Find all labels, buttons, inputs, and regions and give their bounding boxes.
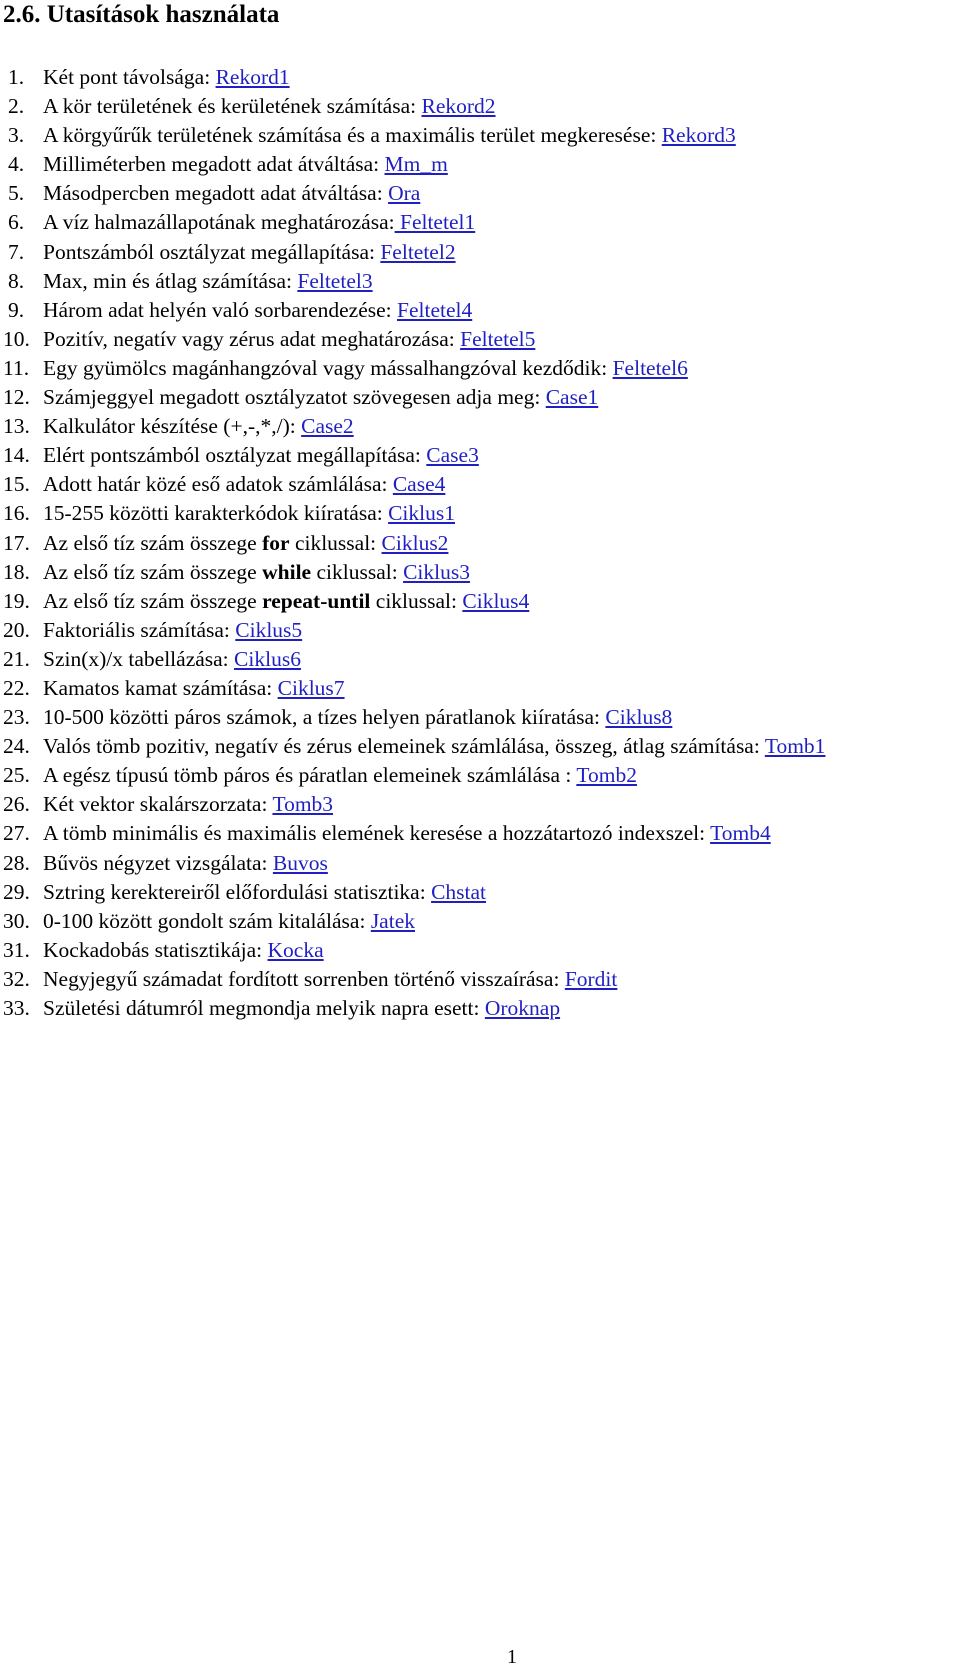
item-text — [43, 849, 328, 878]
item-text — [43, 878, 486, 907]
item-description: Az első tíz szám összege — [43, 530, 263, 555]
item-number: 19. — [3, 588, 30, 613]
item-description: Három adat helyén való sorbarendezése: — [43, 297, 397, 322]
item-description: Egy gyümölcs magánhangzóval vagy mássalhangzóval kezdődik: — [43, 355, 613, 380]
program-link[interactable]: Feltetel1 — [394, 210, 476, 235]
item-description: 0-100 között gondolt szám kitalálása: — [43, 908, 371, 933]
item-text — [43, 529, 448, 558]
program-link[interactable]: Feltetel5 — [460, 326, 536, 351]
item-text — [43, 179, 420, 208]
item-description: A tömb minimális és maximális elemének keresése a hozzátartozó indexszel: — [43, 821, 711, 846]
item-description: Pontszámból osztályzat megállapítása: — [43, 239, 381, 264]
item-number: 31. — [3, 937, 30, 962]
item-number: 5. — [8, 181, 25, 206]
program-link[interactable]: Feltetel2 — [380, 239, 456, 264]
item-description: A körgyűrűk területének számítása és a maximális terület megkeresése: — [43, 123, 662, 148]
item-number: 28. — [3, 850, 30, 875]
item-number: 30. — [3, 908, 30, 933]
item-text — [43, 63, 290, 92]
item-text — [43, 150, 448, 179]
item-number: 6. — [8, 210, 25, 235]
section-heading: 2.6. Utasítások használata — [3, 1, 280, 28]
item-number: 32. — [3, 966, 30, 991]
program-link[interactable]: Case2 — [301, 414, 354, 439]
item-description: Sztring kerektereiről előfordulási statisztika: — [43, 879, 432, 904]
item-number: 27. — [3, 821, 30, 846]
item-text — [43, 587, 529, 616]
program-link[interactable]: Rekord1 — [215, 65, 290, 89]
program-link[interactable]: Tomb4 — [710, 821, 771, 846]
item-description: Másodpercben megadott adat átváltása: — [43, 181, 389, 206]
item-description: Az első tíz szám összege — [43, 588, 263, 613]
item-number: 22. — [3, 675, 30, 700]
item-number: 16. — [3, 501, 30, 526]
item-number: 29. — [3, 879, 30, 904]
item-number: 20. — [3, 617, 30, 642]
program-link[interactable]: Tomb3 — [272, 792, 334, 817]
program-link[interactable]: Kocka — [267, 937, 324, 962]
item-text — [43, 674, 345, 703]
item-number: 25. — [3, 763, 30, 788]
item-number: 15. — [3, 472, 30, 497]
item-text — [43, 558, 470, 587]
item-number: 11. — [3, 355, 30, 380]
item-number: 21. — [3, 646, 30, 671]
item-number: 23. — [3, 705, 30, 730]
program-link[interactable]: Ciklus5 — [235, 617, 303, 642]
program-link[interactable]: Ciklus6 — [234, 646, 301, 671]
program-link[interactable]: Ciklus7 — [277, 675, 345, 700]
item-description-suffix: ciklussal: — [289, 530, 382, 555]
item-text — [43, 732, 825, 761]
item-text — [43, 470, 445, 499]
item-text — [43, 819, 771, 848]
item-text — [43, 121, 736, 150]
program-link[interactable]: Tomb2 — [576, 763, 637, 788]
item-description: A víz halmazállapotának meghatározása: — [43, 210, 395, 235]
item-number: 14. — [3, 443, 30, 468]
item-number: 17. — [3, 530, 30, 555]
program-link[interactable]: Chstat — [431, 879, 487, 904]
item-text — [43, 296, 472, 325]
item-number: 3. — [8, 123, 25, 148]
item-number: 4. — [8, 152, 25, 177]
item-text — [43, 325, 535, 354]
item-number: 8. — [8, 268, 25, 293]
item-text — [43, 208, 475, 237]
item-text — [43, 645, 301, 674]
item-description: Két pont távolsága: — [43, 65, 216, 89]
program-link[interactable]: Ciklus8 — [605, 705, 673, 730]
item-text — [43, 354, 688, 383]
program-link[interactable]: Case1 — [545, 385, 599, 410]
item-text — [43, 761, 637, 790]
item-text — [43, 267, 373, 296]
item-text — [43, 994, 560, 1023]
item-number: 13. — [3, 414, 30, 439]
item-number: 24. — [3, 734, 30, 759]
keyword-bold: for — [262, 530, 290, 555]
item-description: Számjeggyel megadott osztályzatot szövegesen adja meg: — [43, 385, 546, 410]
item-description: Születési dátumról megmondja melyik napra esett: — [43, 996, 485, 1020]
item-text — [43, 790, 333, 819]
item-description: Bűvös négyzet vizsgálata: — [43, 850, 273, 875]
program-link[interactable]: Ciklus4 — [462, 588, 530, 613]
item-description: Faktoriális számítása: — [43, 617, 236, 642]
program-link[interactable]: Ciklus2 — [381, 530, 449, 555]
item-text — [43, 238, 456, 267]
item-description: Adott határ közé eső adatok számlálása: — [43, 472, 393, 497]
program-link[interactable]: Rekord3 — [661, 123, 736, 148]
item-description: Kalkulátor készítése (+,-,*,/): — [43, 414, 302, 439]
program-link[interactable]: Case4 — [392, 472, 446, 497]
item-text — [43, 907, 415, 936]
item-description: Két vektor skalárszorzata: — [43, 792, 273, 817]
program-link[interactable]: Oroknap — [484, 996, 561, 1020]
item-description: A egész típusú tömb páros és páratlan elemeinek számlálása : — [43, 763, 577, 788]
item-text — [43, 383, 598, 412]
item-description: Elért pontszámból osztályzat megállapítása: — [43, 443, 427, 468]
item-text — [43, 499, 455, 528]
item-text — [43, 92, 496, 121]
item-number: 2. — [8, 94, 25, 119]
item-text — [43, 965, 617, 994]
program-link[interactable]: Feltetel4 — [397, 297, 473, 322]
item-description: 10-500 közötti páros számok, a tízes helyen páratlanok kiíratása: — [43, 705, 606, 730]
item-description: Valós tömb pozitiv, negatív és zérus elemeinek számlálása, összeg, átlag számítása: — [43, 734, 765, 759]
item-description-suffix: ciklussal: — [311, 559, 404, 584]
item-description: A kör területének és kerületének számítása: — [43, 94, 422, 119]
item-number: 26. — [3, 792, 30, 817]
item-description: Max, min és átlag számítása: — [43, 268, 298, 293]
keyword-bold: repeat-until — [262, 588, 371, 613]
item-number: 33. — [3, 996, 30, 1020]
item-text — [43, 412, 354, 441]
item-number: 9. — [8, 297, 25, 322]
program-link[interactable]: Ciklus1 — [388, 501, 455, 526]
item-description: Pozitív, negatív vagy zérus adat meghatározása: — [43, 326, 461, 351]
item-number: 1. — [8, 65, 25, 89]
program-link[interactable]: Feltetel6 — [612, 355, 688, 380]
item-number: 18. — [3, 559, 30, 584]
item-description: Szin(x)/x tabellázása: — [43, 646, 235, 671]
program-link[interactable]: Case3 — [426, 443, 479, 468]
program-link[interactable]: Fordit — [564, 966, 618, 991]
program-link[interactable]: Mm_m — [384, 152, 448, 177]
program-link[interactable]: Ora — [388, 181, 421, 206]
program-link[interactable]: Ciklus3 — [403, 559, 470, 584]
item-text — [43, 441, 479, 470]
program-link[interactable]: Feltetel3 — [297, 268, 373, 293]
item-description: Milliméterben megadott adat átváltása: — [43, 152, 385, 177]
program-link[interactable]: Rekord2 — [421, 94, 496, 119]
item-number: 7. — [8, 239, 25, 264]
item-text — [43, 616, 302, 645]
item-number: 12. — [3, 385, 30, 410]
keyword-bold: while — [262, 559, 312, 584]
program-link[interactable]: Jatek — [370, 908, 415, 933]
item-description: Kamatos kamat számítása: — [43, 675, 278, 700]
item-description: 15-255 közötti karakterkódok kiíratása: — [43, 501, 389, 526]
item-description: Negyjegyű számadat fordított sorrenben történő visszaírása: — [43, 966, 565, 991]
item-description: Az első tíz szám összege — [43, 559, 263, 584]
item-description-suffix: ciklussal: — [370, 588, 463, 613]
program-link[interactable]: Buvos — [272, 850, 328, 875]
program-link[interactable]: Tomb1 — [764, 734, 826, 759]
item-number: 10. — [3, 326, 30, 351]
item-text — [43, 703, 672, 732]
item-description: Kockadobás statisztikája: — [43, 937, 268, 962]
item-text — [43, 936, 324, 965]
page-number: 1 — [507, 1646, 517, 1668]
